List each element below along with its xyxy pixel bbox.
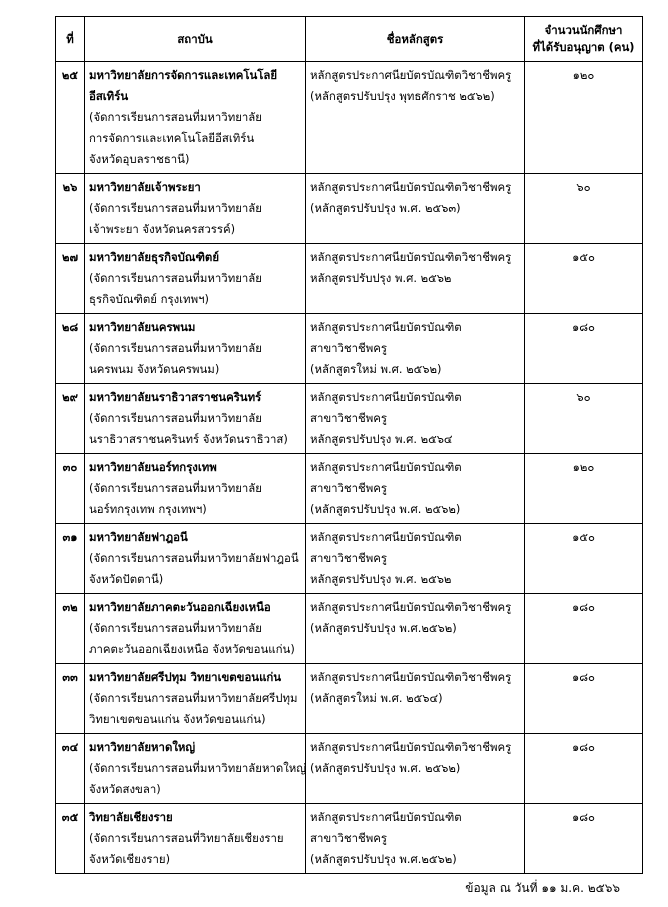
table-row — [56, 244, 643, 314]
table-row — [56, 174, 643, 244]
institution-cell — [85, 594, 306, 664]
table-row — [56, 804, 643, 874]
program-line: สาขาวิชาชีพครู — [310, 551, 388, 565]
program-line: หลักสูตรประกาศนียบัตรบัณฑิต — [310, 810, 462, 824]
header-no: ที่ — [56, 17, 85, 62]
program-cell — [306, 314, 525, 384]
row-number: ๒๖ — [56, 174, 85, 244]
header-count — [525, 17, 643, 62]
program-cell — [306, 594, 525, 664]
institution-cell — [85, 62, 306, 174]
program-cell — [306, 384, 525, 454]
program-line: (หลักสูตรปรับปรุง พ.ศ. ๒๕๖๓) — [310, 201, 461, 215]
institution-detail: (จัดการเรียนการสอนที่มหาวิทยาลัยหาดใหญ่ — [89, 761, 307, 775]
program-cell — [306, 62, 525, 174]
institution-detail: เจ้าพระยา จังหวัดนครสวรรค์) — [89, 222, 236, 236]
program-cell — [306, 174, 525, 244]
institution-name: อีสเทิร์น — [89, 89, 129, 103]
program-line: หลักสูตรประกาศนียบัตรบัณฑิต — [310, 530, 462, 544]
institution-detail: นครพนม จังหวัดนครพนม) — [89, 362, 220, 376]
program-line: สาขาวิชาชีพครู — [310, 831, 388, 845]
program-line: หลักสูตรประกาศนียบัตรบัณฑิตวิชาชีพครู — [310, 68, 512, 82]
institution-cell — [85, 664, 306, 734]
program-cell — [306, 734, 525, 804]
row-number: ๓๕ — [56, 804, 85, 874]
institution-detail: (จัดการเรียนการสอนที่มหาวิทยาลัย — [89, 411, 262, 425]
program-line: หลักสูตรประกาศนียบัตรบัณฑิตวิชาชีพครู — [310, 670, 512, 684]
institution-detail: จังหวัดอุบลราชธานี) — [89, 152, 190, 166]
program-line: สาขาวิชาชีพครู — [310, 341, 388, 355]
student-count: ๑๘๐ — [525, 804, 643, 874]
program-line: (หลักสูตรใหม่ พ.ศ. ๒๕๖๒) — [310, 362, 442, 376]
institution-detail: (จัดการเรียนการสอนที่มหาวิทยาลัย — [89, 621, 262, 635]
row-number: ๒๕ — [56, 62, 85, 174]
program-line: (หลักสูตรปรับปรุง พ.ศ. ๒๕๖๒) — [310, 761, 461, 775]
program-line: หลักสูตรประกาศนียบัตรบัณฑิต — [310, 390, 462, 404]
institution-name: วิทยาลัยเชียงราย — [89, 810, 173, 824]
row-number: ๒๙ — [56, 384, 85, 454]
program-line: หลักสูตรประกาศนียบัตรบัณฑิตวิชาชีพครู — [310, 600, 512, 614]
institution-name: มหาวิทยาลัยธุรกิจบัณฑิตย์ — [89, 250, 220, 264]
institution-detail: วิทยาเขตขอนแก่น จังหวัดขอนแก่น) — [89, 712, 266, 726]
data-date-note: ข้อมูล ณ วันที่ ๑๑ ม.ค. ๒๕๖๖ — [465, 881, 620, 895]
institution-name: มหาวิทยาลัยเจ้าพระยา — [89, 180, 201, 194]
student-count: ๑๕๐ — [525, 244, 643, 314]
institution-name: มหาวิทยาลัยนครพนม — [89, 320, 196, 334]
programs-table — [55, 16, 643, 874]
institution-detail: จังหวัดสงขลา) — [89, 782, 161, 796]
institution-detail: (จัดการเรียนการสอนที่มหาวิทยาลัย — [89, 110, 262, 124]
institution-detail: การจัดการและเทคโนโลยีอีสเทิร์น — [89, 131, 255, 145]
institution-cell — [85, 174, 306, 244]
table-row — [56, 594, 643, 664]
program-line: สาขาวิชาชีพครู — [310, 411, 388, 425]
row-number: ๒๘ — [56, 314, 85, 384]
institution-cell — [85, 804, 306, 874]
row-number: ๓๑ — [56, 524, 85, 594]
program-line: (หลักสูตรปรับปรุง พ.ศ. ๒๕๖๒) — [310, 502, 461, 516]
institution-name: มหาวิทยาลัยภาคตะวันออกเฉียงเหนือ — [89, 600, 271, 614]
student-count: ๖๐ — [525, 174, 643, 244]
student-count: ๑๘๐ — [525, 314, 643, 384]
program-line: สาขาวิชาชีพครู — [310, 481, 388, 495]
institution-cell — [85, 454, 306, 524]
institution-cell — [85, 244, 306, 314]
table-row — [56, 384, 643, 454]
institution-detail: (จัดการเรียนการสอนที่มหาวิทยาลัย — [89, 481, 262, 495]
student-count: ๑๕๐ — [525, 524, 643, 594]
institution-cell — [85, 734, 306, 804]
header-row — [56, 17, 643, 62]
student-count: ๑๘๐ — [525, 664, 643, 734]
table-row — [56, 454, 643, 524]
row-number: ๒๗ — [56, 244, 85, 314]
table-row — [56, 314, 643, 384]
institution-detail: (จัดการเรียนการสอนที่มหาวิทยาลัย — [89, 271, 262, 285]
institution-name: มหาวิทยาลัยศรีปทุม วิทยาเขตขอนแก่น — [89, 670, 282, 684]
institution-detail: ธุรกิจบัณฑิตย์ กรุงเทพฯ) — [89, 292, 209, 306]
institution-detail: (จัดการเรียนการสอนที่วิทยาลัยเชียงราย — [89, 831, 284, 845]
header-program: ชื่อหลักสูตร — [306, 17, 525, 62]
program-line: (หลักสูตรปรับปรุง พุทธศักราช ๒๕๖๒) — [310, 89, 495, 103]
program-line: หลักสูตรปรับปรุง พ.ศ. ๒๕๖๔ — [310, 432, 453, 446]
institution-detail: (จัดการเรียนการสอนที่มหาวิทยาลัย — [89, 201, 262, 215]
institution-detail: จังหวัดเชียงราย) — [89, 852, 171, 866]
row-number: ๓๓ — [56, 664, 85, 734]
institution-detail: นอร์ทกรุงเทพ กรุงเทพฯ) — [89, 502, 207, 516]
institution-detail: (จัดการเรียนการสอนที่มหาวิทยาลัยฟาฎอนี — [89, 551, 299, 565]
header-count-line: ที่ได้รับอนุญาต (คน) — [532, 40, 635, 54]
institution-detail: (จัดการเรียนการสอนที่มหาวิทยาลัย — [89, 341, 262, 355]
institution-cell — [85, 314, 306, 384]
institution-detail: จังหวัดปัตตานี) — [89, 572, 164, 586]
institution-detail: (จัดการเรียนการสอนที่มหาวิทยาลัยศรีปทุม — [89, 691, 298, 705]
institution-name: มหาวิทยาลัยหาดใหญ่ — [89, 740, 196, 754]
institution-cell — [85, 524, 306, 594]
student-count: ๑๘๐ — [525, 734, 643, 804]
program-line: (หลักสูตรปรับปรุง พ.ศ.๒๕๖๒) — [310, 621, 457, 635]
program-line: (หลักสูตรปรับปรุง พ.ศ.๒๕๖๒) — [310, 852, 457, 866]
program-line: หลักสูตรปรับปรุง พ.ศ. ๒๕๖๒ — [310, 572, 452, 586]
table-body — [56, 62, 643, 874]
institution-name: มหาวิทยาลัยฟาฎอนี — [89, 530, 188, 544]
program-line: หลักสูตรประกาศนียบัตรบัณฑิต — [310, 320, 462, 334]
header-institution: สถาบัน — [85, 17, 306, 62]
table-row — [56, 524, 643, 594]
institution-name: มหาวิทยาลัยการจัดการและเทคโนโลยี — [89, 68, 278, 82]
program-cell — [306, 664, 525, 734]
institution-detail: นราธิวาสราชนครินทร์ จังหวัดนราธิวาส) — [89, 432, 288, 446]
table-row — [56, 664, 643, 734]
program-cell — [306, 454, 525, 524]
program-line: หลักสูตรประกาศนียบัตรบัณฑิตวิชาชีพครู — [310, 740, 512, 754]
student-count: ๑๘๐ — [525, 594, 643, 664]
header-count-line: จำนวนนักศึกษา — [544, 23, 623, 37]
student-count: ๑๒๐ — [525, 62, 643, 174]
program-line: หลักสูตรประกาศนียบัตรบัณฑิตวิชาชีพครู — [310, 250, 512, 264]
program-cell — [306, 804, 525, 874]
student-count: ๑๒๐ — [525, 454, 643, 524]
institution-cell — [85, 384, 306, 454]
student-count: ๖๐ — [525, 384, 643, 454]
row-number: ๓๔ — [56, 734, 85, 804]
program-line: หลักสูตรปรับปรุง พ.ศ. ๒๕๖๒ — [310, 271, 452, 285]
institution-name: มหาวิทยาลัยนราธิวาสราชนครินทร์ — [89, 390, 262, 404]
row-number: ๓๒ — [56, 594, 85, 664]
program-line: หลักสูตรประกาศนียบัตรบัณฑิตวิชาชีพครู — [310, 180, 512, 194]
table-row — [56, 62, 643, 174]
program-line: (หลักสูตรใหม่ พ.ศ. ๒๕๖๔) — [310, 691, 443, 705]
institution-name: มหาวิทยาลัยนอร์ทกรุงเทพ — [89, 460, 217, 474]
program-line: หลักสูตรประกาศนียบัตรบัณฑิต — [310, 460, 462, 474]
program-cell — [306, 244, 525, 314]
row-number: ๓๐ — [56, 454, 85, 524]
institution-detail: ภาคตะวันออกเฉียงเหนือ จังหวัดขอนแก่น) — [89, 642, 295, 656]
program-cell — [306, 524, 525, 594]
table-row — [56, 734, 643, 804]
